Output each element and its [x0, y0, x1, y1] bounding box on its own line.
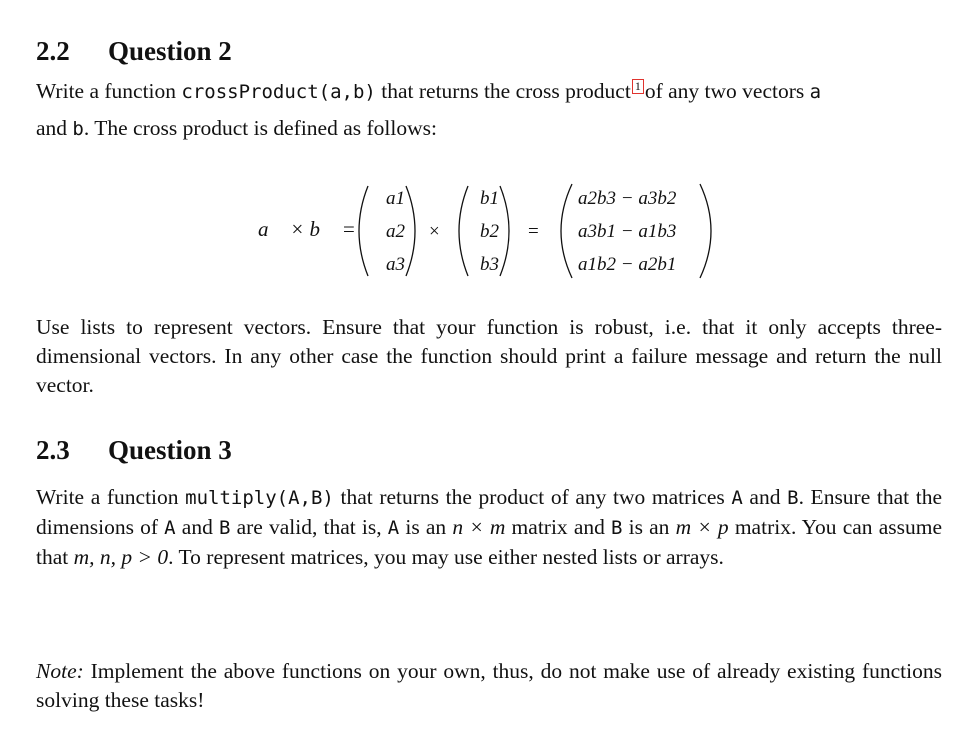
text-span: Write a function — [36, 79, 182, 103]
formula-lhs: a⃗ × b⃗ = — [258, 217, 356, 241]
code-var-A: A — [731, 487, 743, 509]
text-span: . To represent matrices, you may use either nested lists or arrays. — [168, 545, 724, 569]
text-span: . The cross product is defined as follows: — [83, 116, 437, 140]
left-paren — [561, 184, 572, 278]
code-var-A: A — [164, 517, 176, 539]
vec-b-1: b1 — [480, 188, 499, 209]
vec-b-2: b2 — [480, 221, 499, 242]
function-name-multiply: multiply(A,B) — [185, 487, 334, 509]
right-paren — [406, 186, 415, 276]
code-var-B: B — [787, 487, 799, 509]
cross-product-formula — [258, 180, 738, 282]
note-paragraph — [36, 657, 942, 715]
text-span: that returns the cross product — [375, 79, 631, 103]
note-label: Note: — [36, 659, 84, 683]
q2-intro-line1 — [36, 77, 942, 107]
left-paren — [359, 186, 368, 276]
section-title: Question 3 — [108, 435, 232, 465]
right-paren — [500, 186, 509, 276]
code-var-b: b — [72, 118, 84, 140]
section-title: Question 2 — [108, 36, 232, 66]
code-var-a: a — [809, 81, 822, 103]
vec-a-1: a1 — [386, 188, 405, 209]
section-heading-q3 — [36, 435, 232, 466]
section-heading-q2 — [36, 36, 232, 67]
formula-times: × — [429, 221, 440, 242]
text-span: are valid, that is, — [230, 515, 388, 539]
vec-a-3: a3 — [386, 254, 405, 275]
vec-a-2: a2 — [386, 221, 405, 242]
math-condition: m, n, p > 0 — [73, 545, 169, 569]
text-span: matrix and — [505, 515, 612, 539]
code-var-A: A — [387, 517, 400, 539]
text-span: is an — [399, 515, 453, 539]
math-m-times-p: m × p — [675, 515, 729, 539]
right-paren — [700, 184, 711, 278]
q3-paragraph — [36, 483, 942, 572]
q2-intro-line2 — [36, 114, 942, 144]
note-text: Implement the above functions on your own, thus, do not make use of already existing functions solving these tasks! — [36, 659, 942, 712]
text-span: and — [175, 515, 219, 539]
text-span: and — [36, 116, 73, 140]
formula-svg — [258, 180, 738, 282]
text-span: . Ensure that the dimensions of — [36, 485, 943, 539]
result-2: a3b1 − a1b3 — [578, 221, 677, 242]
function-name-crossproduct: crossProduct(a,b) — [181, 81, 376, 103]
left-paren — [459, 186, 468, 276]
result-1: a2b3 − a3b2 — [578, 188, 677, 209]
text-span: of any two vectors — [644, 79, 810, 103]
code-var-B: B — [218, 517, 231, 539]
formula-equals: = — [528, 221, 539, 242]
result-3: a1b2 − a2b1 — [578, 254, 677, 275]
code-var-B: B — [611, 517, 623, 539]
text-span: that returns the product of any two matrices — [333, 485, 732, 509]
text-span: and — [742, 485, 788, 509]
text-span: matrix. You can assume that — [36, 515, 942, 569]
text-span: is an — [622, 515, 676, 539]
section-number: 2.3 — [36, 435, 70, 465]
vec-b-3: b3 — [480, 254, 499, 275]
footnote-link[interactable]: 1 — [632, 79, 644, 94]
section-number: 2.2 — [36, 36, 70, 66]
text-span: Write a function — [36, 485, 186, 509]
math-n-times-m: n × m — [452, 515, 506, 539]
q2-robust-paragraph: Use lists to represent vectors. Ensure that your function is robust, i.e. that it only accepts three-dimensional vectors. In any other case the function should print a failure message and return the null vector. — [36, 315, 942, 397]
